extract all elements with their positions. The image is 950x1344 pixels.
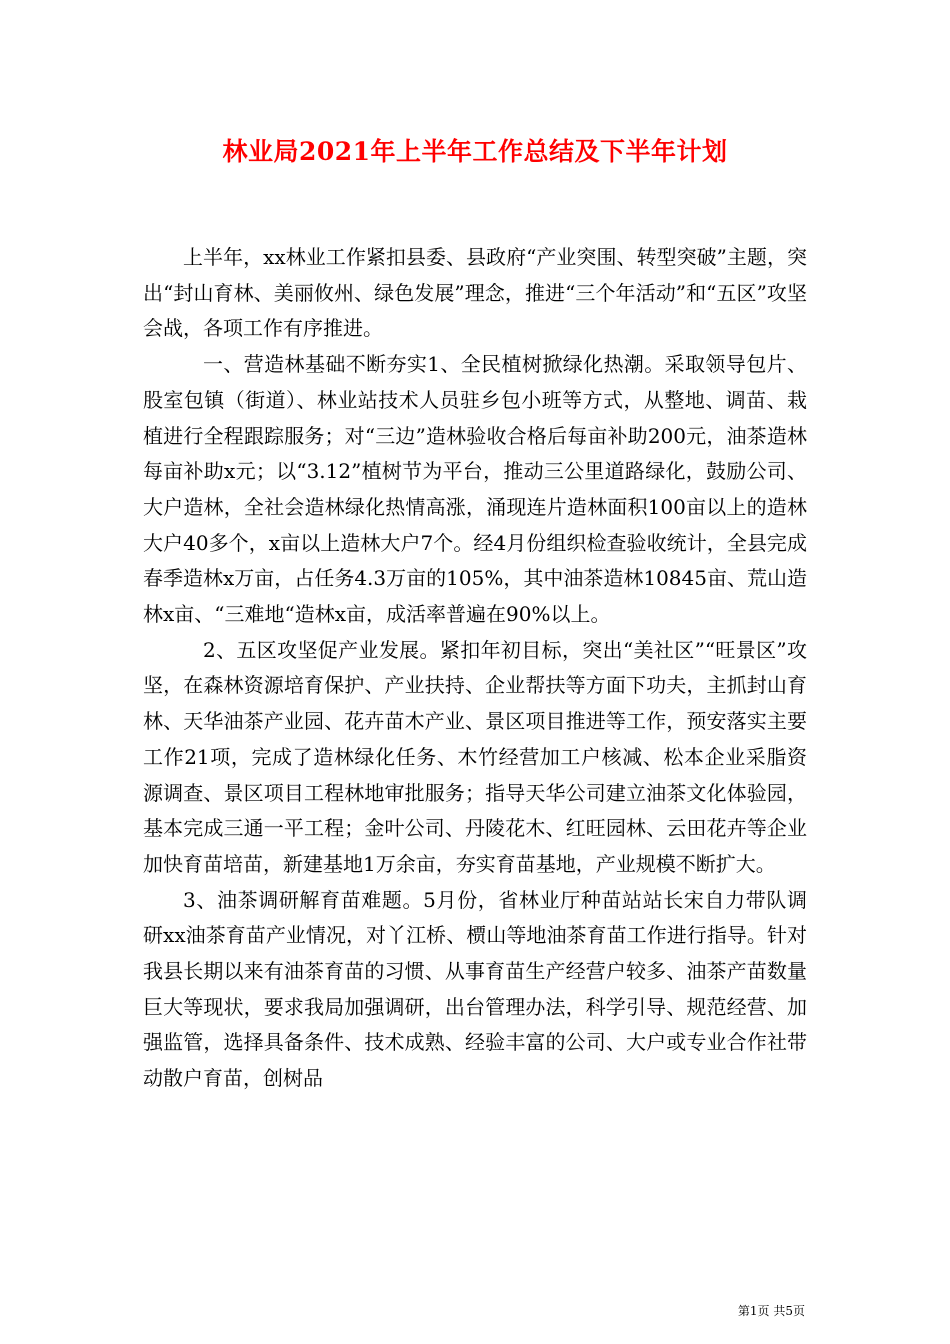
paragraph-section-1: 一、营造林基础不断夯实1、全民植树掀绿化热潮。采取领导包片、股室包镇（街道）、林业站技术人员驻乡包小班等方式，从整地、调苗、栽植进行全程跟踪服务；对“三边”造林验收合格后每亩补助200元，油茶造林每亩补助x元；以“3.12”植树节为平台，推动三公里道路绿化，鼓励公司、大户造林，全社会造林绿化热情高涨，涌现连片造林面积100亩以上的造林大户40多个，x亩以上造林大户7个。经4月份组织检查验收统计，全县完成春季造林x万亩，占任务4.3万亩的105%，其中油茶造林10845亩、荒山造林x亩、“三难地“造林x亩，成活率普遍在90%以上。 [143, 352, 807, 627]
document-body [143, 240, 807, 1097]
paragraph-intro: 上半年，xx林业工作紧扣县委、县政府“产业突围、转型突破”主题，突出“封山育林、美丽攸州、绿色发展”理念，推进“三个年活动”和“五区”攻坚会战，各项工作有序推进。 [143, 245, 807, 341]
paragraph-section-2: 2、五区攻坚促产业发展。紧扣年初目标，突出“美社区”“旺景区”攻坚，在森林资源培育保护、产业扶持、企业帮扶等方面下功夫，主抓封山育林、天华油茶产业园、花卉苗木产业、景区项目推进等工作，预安落实主要工作21项，完成了造林绿化任务、木竹经营加工户核减、松本企业采脂资源调查、景区项目工程林地审批服务；指导天华公司建立油茶文化体验园，基本完成三通一平工程；金叶公司、丹陵花木、红旺园林、云田花卉等企业加快育苗培苗，新建基地1万余亩，夯实育苗基地，产业规模不断扩大。 [143, 637, 807, 876]
document-title: 林业局2021年上半年工作总结及下半年计划 [222, 137, 728, 166]
paragraph-section-3: 3、油茶调研解育苗难题。5月份，省林业厅种苗站站长宋自力带队调研xx油茶育苗产业情况，对丫江桥、槚山等地油茶育苗工作进行指导。针对我县长期以来有油茶育苗的习惯、从事育苗生产经营户较多、油茶产苗数量巨大等现状，要求我局加强调研，出台管理办法，科学引导、规范经营、加强监管，选择具备条件、技术成熟、经验丰富的公司、大户或专业合作社带动散户育苗，创树品 [143, 887, 807, 1091]
page-number-footer: 第1页 共5页 [737, 1304, 805, 1318]
